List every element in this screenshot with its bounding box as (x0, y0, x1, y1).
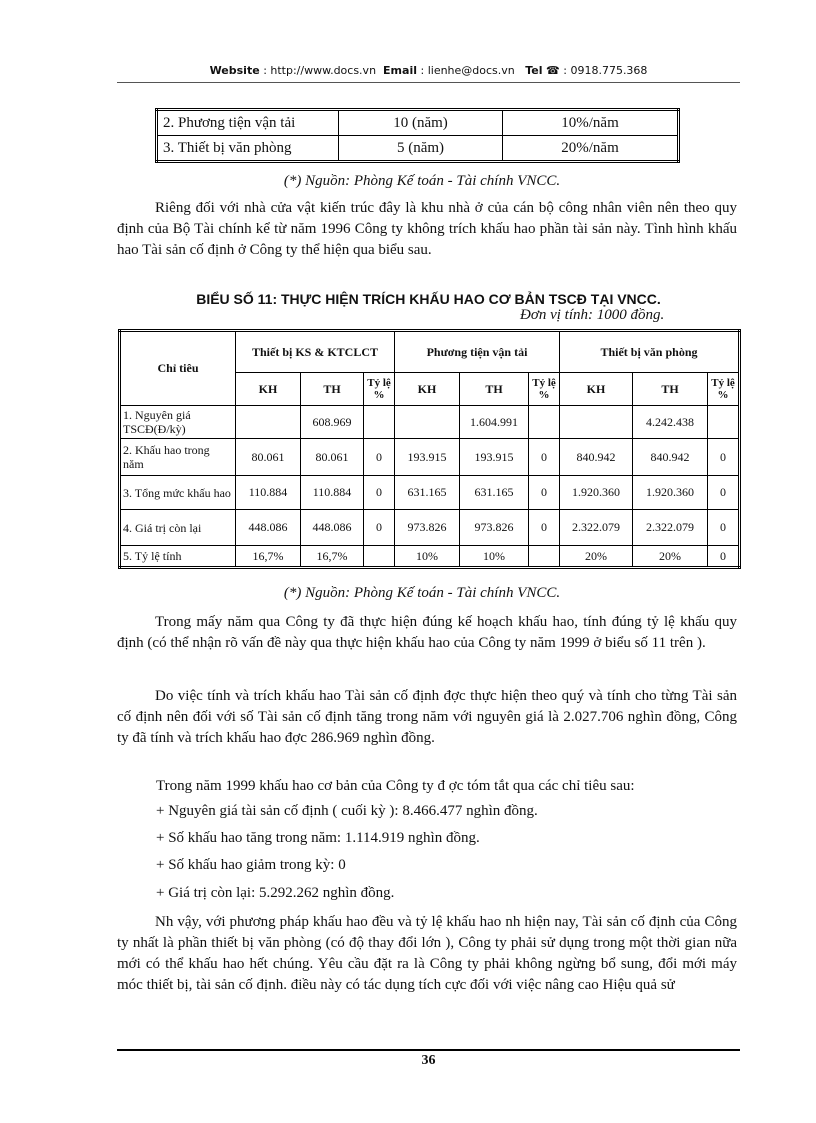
table-cell: 840.942 (633, 439, 708, 476)
asset-rate: 10%/năm (503, 110, 679, 136)
table-cell: 16,7% (236, 546, 301, 568)
table-cell: 0 (364, 510, 395, 546)
depreciation-table (118, 329, 741, 569)
table-cell (236, 406, 301, 439)
column-header-chi-tieu: Chỉ tiêu (120, 331, 236, 406)
table-cell: 0 (708, 510, 740, 546)
column-header-th: TH (633, 373, 708, 406)
row-label: 1. Nguyên giá TSCĐ(Đ/kỳ) (120, 406, 236, 439)
table-row (120, 439, 740, 476)
row-label: 3. Tổng mức khấu hao (120, 476, 236, 510)
paragraph-3: Do việc tính và trích khấu hao Tài sản cố định đợc thực hiện theo quý và tính cho từng Tài sản cố định nên đối với số Tài sản cố định tăng trong năm với nguyên giá là 2.027.706 nghìn đồng, Công ty đã tính và trích khấu hao đợc 286.969 nghìn đồng. (117, 688, 737, 746)
column-header-ty-le: Tỷ lệ % (529, 373, 560, 406)
summary-item: + Số khấu hao tăng trong năm: 1.114.919 nghìn đồng. (156, 830, 480, 846)
table-cell (708, 406, 740, 439)
table-cell: 10% (395, 546, 460, 568)
table-cell: 448.086 (236, 510, 301, 546)
table-cell (529, 406, 560, 439)
table-cell: 0 (364, 439, 395, 476)
paragraph-1: Riêng đối với nhà cửa vật kiến trúc đây là khu nhà ở của cán bộ công nhân viên nên theo quy định của Bộ Tài chính kể từ năm 1996 Công ty không trích khấu hao phần tài sản này. Tình hình khấu hao Tài sản cố định ở Công ty thể hiện qua biểu sau. (117, 200, 737, 258)
table-body (120, 406, 740, 568)
row-label: 5. Tỷ lệ tính (120, 546, 236, 568)
table-cell: 80.061 (236, 439, 301, 476)
table-cell: 80.061 (301, 439, 364, 476)
summary-item: + Số khấu hao giảm trong kỳ: 0 (156, 857, 346, 873)
table-cell: 0 (708, 476, 740, 510)
table-row (157, 136, 679, 162)
column-header-th: TH (460, 373, 529, 406)
table-cell (364, 546, 395, 568)
table-cell: 0 (708, 546, 740, 568)
row-label: 2. Khấu hao trong năm (120, 439, 236, 476)
table-cell: 20% (560, 546, 633, 568)
unit-note: Đơn vị tính: 1000 đồng. (520, 307, 665, 323)
table-cell: 0 (529, 476, 560, 510)
tel-number: : 0918.775.368 (563, 64, 648, 77)
email-label: Email (383, 64, 417, 77)
summary-item: + Nguyên giá tài sản cố định ( cuối kỳ ): 8.466.477 nghìn đồng. (156, 803, 538, 819)
asset-rate: 20%/năm (503, 136, 679, 162)
depreciation-period-table (155, 108, 680, 163)
table-cell: 973.826 (395, 510, 460, 546)
table-cell (364, 406, 395, 439)
table-cell: 2.322.079 (560, 510, 633, 546)
asset-years: 5 (năm) (339, 136, 503, 162)
group-header: Phương tiện vận tải (395, 331, 560, 373)
column-header-ty-le: Tỷ lệ % (708, 373, 740, 406)
table-cell: 10% (460, 546, 529, 568)
email-address[interactable]: : lienhe@docs.vn (420, 64, 515, 77)
tel-label: Tel (525, 64, 543, 77)
source-note: (*) Nguồn: Phòng Kế toán - Tài chính VNCC. (283, 173, 561, 189)
table-cell: 840.942 (560, 439, 633, 476)
footer-divider (117, 1049, 740, 1051)
table-cell: 973.826 (460, 510, 529, 546)
table-header-row (120, 331, 740, 373)
table-cell: 0 (364, 476, 395, 510)
table-cell: 4.242.438 (633, 406, 708, 439)
paragraph-4: Nh vậy, với phương pháp khấu hao đều và tỷ lệ khấu hao nh hiện nay, Tài sản cố định của Công ty nhất là phần thiết bị văn phòng (có độ thay đổi lớn ), Công ty phải sử dụng trong một thời gian nữa mới có thể khấu hao hết chúng. Yêu cầu đặt ra là Công ty phải không ngừng bổ sung, đổi mới máy móc thiết bị, tài sản cố định. điều này có tác dụng tích cực đối với việc nâng cao Hiệu quả sử (117, 914, 737, 993)
table-row (120, 510, 740, 546)
header-divider (117, 82, 740, 83)
table-cell: 110.884 (301, 476, 364, 510)
table-cell: 0 (529, 439, 560, 476)
phone-icon: ☎ (546, 64, 560, 77)
asset-name: 3. Thiết bị văn phòng (157, 136, 339, 162)
table-cell: 1.604.991 (460, 406, 529, 439)
table-row (120, 406, 740, 439)
table-cell: 631.165 (395, 476, 460, 510)
table-cell: 0 (708, 439, 740, 476)
table-title: BIỂU SỐ 11: THỰC HIỆN TRÍCH KHẤU HAO CƠ BẢN TSCĐ TẠI VNCC. (196, 291, 661, 307)
table-cell: 110.884 (236, 476, 301, 510)
table-cell: 193.915 (395, 439, 460, 476)
asset-years: 10 (năm) (339, 110, 503, 136)
asset-name: 2. Phương tiện vận tải (157, 110, 339, 136)
row-label: 4. Giá trị còn lại (120, 510, 236, 546)
table-cell (560, 406, 633, 439)
column-header-kh: KH (395, 373, 460, 406)
table-row (157, 110, 679, 136)
group-header: Thiết bị văn phòng (560, 331, 740, 373)
table-cell: 0 (529, 510, 560, 546)
column-header-kh: KH (560, 373, 633, 406)
source-note-2: (*) Nguồn: Phòng Kế toán - Tài chính VNCC. (283, 585, 561, 601)
table-cell: 193.915 (460, 439, 529, 476)
summary-item: + Giá trị còn lại: 5.292.262 nghìn đồng. (156, 885, 395, 901)
page-number: 36 (421, 1053, 436, 1068)
website-label: Website (209, 64, 260, 77)
table-row (120, 546, 740, 568)
table-cell (529, 546, 560, 568)
website-url[interactable]: : http://www.docs.vn (263, 64, 377, 77)
table-cell: 631.165 (460, 476, 529, 510)
table-row (120, 476, 740, 510)
table-cell (395, 406, 460, 439)
summary-intro: Trong năm 1999 khấu hao cơ bản của Công ty đ ợc tóm tắt qua các chỉ tiêu sau: (156, 778, 635, 794)
paragraph-2: Trong mấy năm qua Công ty đã thực hiện đúng kế hoạch khấu hao, tính đúng tỷ lệ khấu quy định (có thể nhận rõ vấn đề này qua thực hiện khấu hao của Công ty năm 1999 ở biểu số 11 trên ). (117, 614, 737, 651)
table-cell: 16,7% (301, 546, 364, 568)
column-header-th: TH (301, 373, 364, 406)
table-cell: 1.920.360 (633, 476, 708, 510)
group-header: Thiết bị KS & KTCLCT (236, 331, 395, 373)
table-cell: 608.969 (301, 406, 364, 439)
column-header-ty-le: Tỷ lệ % (364, 373, 395, 406)
table-cell: 2.322.079 (633, 510, 708, 546)
table-cell: 1.920.360 (560, 476, 633, 510)
page-header (117, 64, 740, 77)
column-header-kh: KH (236, 373, 301, 406)
table-cell: 20% (633, 546, 708, 568)
table-cell: 448.086 (301, 510, 364, 546)
